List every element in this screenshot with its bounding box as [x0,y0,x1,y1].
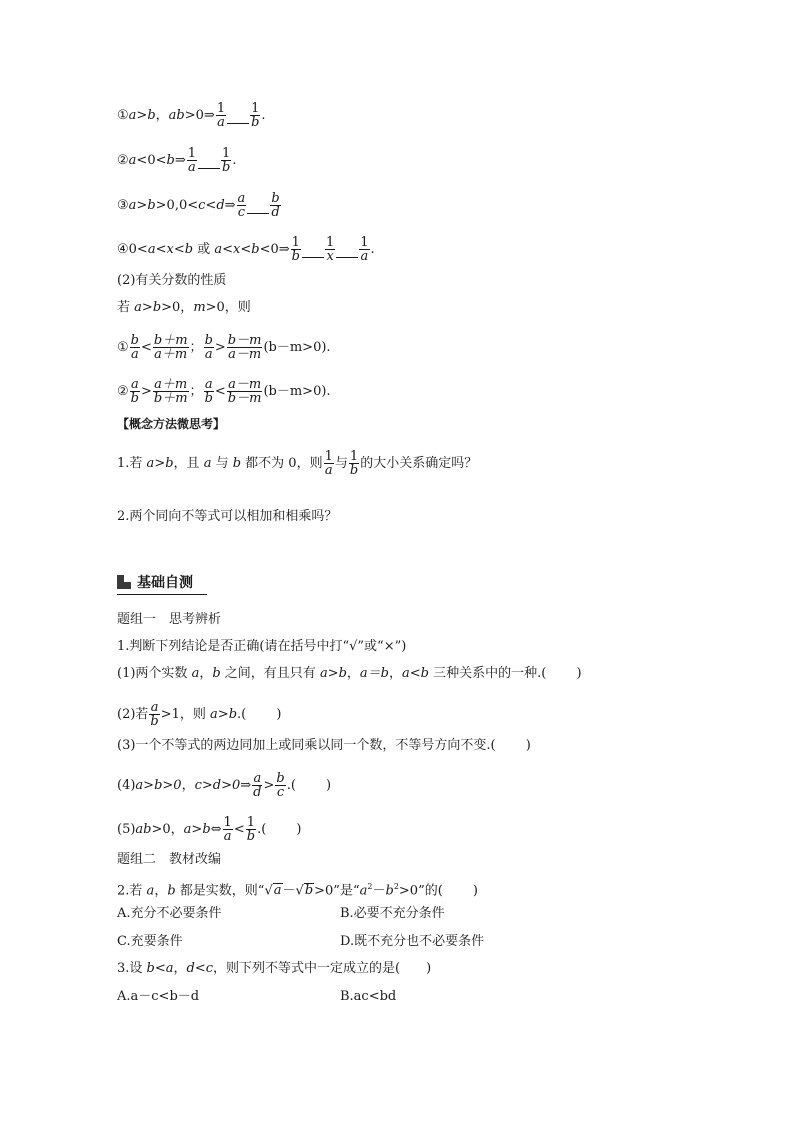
fraction: $\frac{a-m}{b-m}$ [227,377,262,406]
q3-option-b: B.ac<bd [340,989,397,1004]
fraction: $\frac{1}{a}$ [324,449,333,478]
property-4: ④0<a<x<b 或 a<x<b<0⇒ $\frac{1}{b}$ $\frac{1}{x}$ $\frac{1}{a}$ . [117,235,375,264]
group-1-title: 题组一 思考辨析 [117,612,222,627]
fraction-properties-heading: (2)有关分数的性质 [117,273,227,288]
fraction: $\frac{1}{a}$ [360,235,369,264]
fraction: $\frac{1}{b}$ [222,146,231,175]
fraction-property-2: ② $\frac{a}{b}$ > $\frac{a+m}{b+m}$ ； $\frac{a}{b}$ < $\frac{a-m}{b-m}$ (b－m>0). [117,377,331,406]
question-3: 3.设 b<a，d<c，则下列不等式中一定成立的是( ) [117,961,432,976]
blank [302,256,324,258]
concept-question-2: 2.两个同向不等式可以相加和相乘吗？ [117,509,338,524]
statement-3: (3)一个不等式的两边同加上或同乘以同一个数，不等号方向不变.( ) [117,738,531,753]
fraction: $\frac{1}{a}$ [187,146,196,175]
section-square-icon [117,575,131,589]
fraction: $\frac{b}{d}$ [271,191,280,220]
q2-option-b: B.必要不充分条件 [340,906,445,921]
fraction: $\frac{1}{b}$ [251,101,260,130]
q2-option-d: D.既不充分也不必要条件 [340,934,485,949]
property-3: ③a>b>0,0<c<d⇒ $\frac{a}{c}$ $\frac{b}{d}$ [117,191,280,220]
fraction: $\frac{a}{b}$ [204,377,213,406]
q2-option-a: A.充分不必要条件 [117,906,222,921]
section-header [117,571,193,593]
fraction: $\frac{b+m}{a+m}$ [153,333,188,362]
statement-2: (2)若 $\frac{a}{b}$ >1，则 a>b.( ) [117,700,282,729]
fraction: $\frac{a}{c}$ [237,191,246,220]
concept-question-1: 1.若 a>b，且 a 与 b 都不为 0，则 $\frac{1}{a}$ 与 $\frac{1}{b}$ 的大小关系确定吗？ [117,449,478,478]
fraction: $\frac{a}{b}$ [130,377,139,406]
concept-label: 【概念方法微思考】 [117,417,226,431]
fraction: $\frac{a}{b}$ [150,700,159,729]
q3-option-a: A.a－c<b－d [117,989,200,1004]
fraction: $\frac{b}{a}$ [130,333,139,362]
section-title: 基础自测 [137,575,193,591]
fraction-properties-condition: 若 a>b>0，m>0，则 [117,300,251,315]
fraction: $\frac{a+m}{b+m}$ [153,377,188,406]
property-2: ②a<0<b⇒ $\frac{1}{a}$ $\frac{1}{b}$ . [117,146,237,175]
fraction: $\frac{b}{c}$ [276,771,285,800]
group-2-title: 题组二 教材改编 [117,852,222,867]
fraction: $\frac{1}{a}$ [216,101,226,130]
blank [336,256,358,258]
fraction: $\frac{1}{b}$ [349,449,359,478]
sqrt-symbol: √ [264,883,273,899]
statement-5: (5)ab>0，a>b⇔ $\frac{1}{a}$ < $\frac{1}{b}$ .( ) [117,815,302,844]
statement-4: (4)a>b>0，c>d>0⇒ $\frac{a}{d}$ > $\frac{b}{c}$ .( ) [117,771,332,800]
fraction: $\frac{b}{a}$ [204,333,213,362]
statement-1: (1)两个实数 a，b 之间，有且只有 a>b，a＝b，a<b 三种关系中的一种.( ) [117,666,582,681]
fraction: $\frac{1}{b}$ [246,815,256,844]
sqrt-symbol: √ [295,883,304,899]
fraction: $\frac{1}{b}$ [291,235,300,264]
fraction-property-1: ① $\frac{b}{a}$ < $\frac{b+m}{a+m}$ ； $\frac{b}{a}$ > $\frac{b-m}{a-m}$ (b－m>0). [117,333,331,362]
question-2: 2.若 a，b 都是实数，则“√a－√b>0”是“$a^2-b^2>0$”的( ) [117,882,478,899]
question-1: 1.判断下列结论是否正确(请在括号中打“√”或“×”) [117,639,407,654]
fraction: $\frac{1}{a}$ [223,815,232,844]
blank [227,122,249,124]
property-1: ①a>b，ab>0⇒ $\frac{1}{a}$ $\frac{1}{b}$ . [117,101,266,130]
fraction: $\frac{a}{d}$ [253,771,262,800]
section-underline [117,594,207,595]
blank [247,212,269,214]
fraction: $\frac{b-m}{a-m}$ [227,333,262,362]
blank [198,167,220,169]
fraction: $\frac{1}{x}$ [325,235,335,264]
q2-option-c: C.充要条件 [117,934,183,949]
